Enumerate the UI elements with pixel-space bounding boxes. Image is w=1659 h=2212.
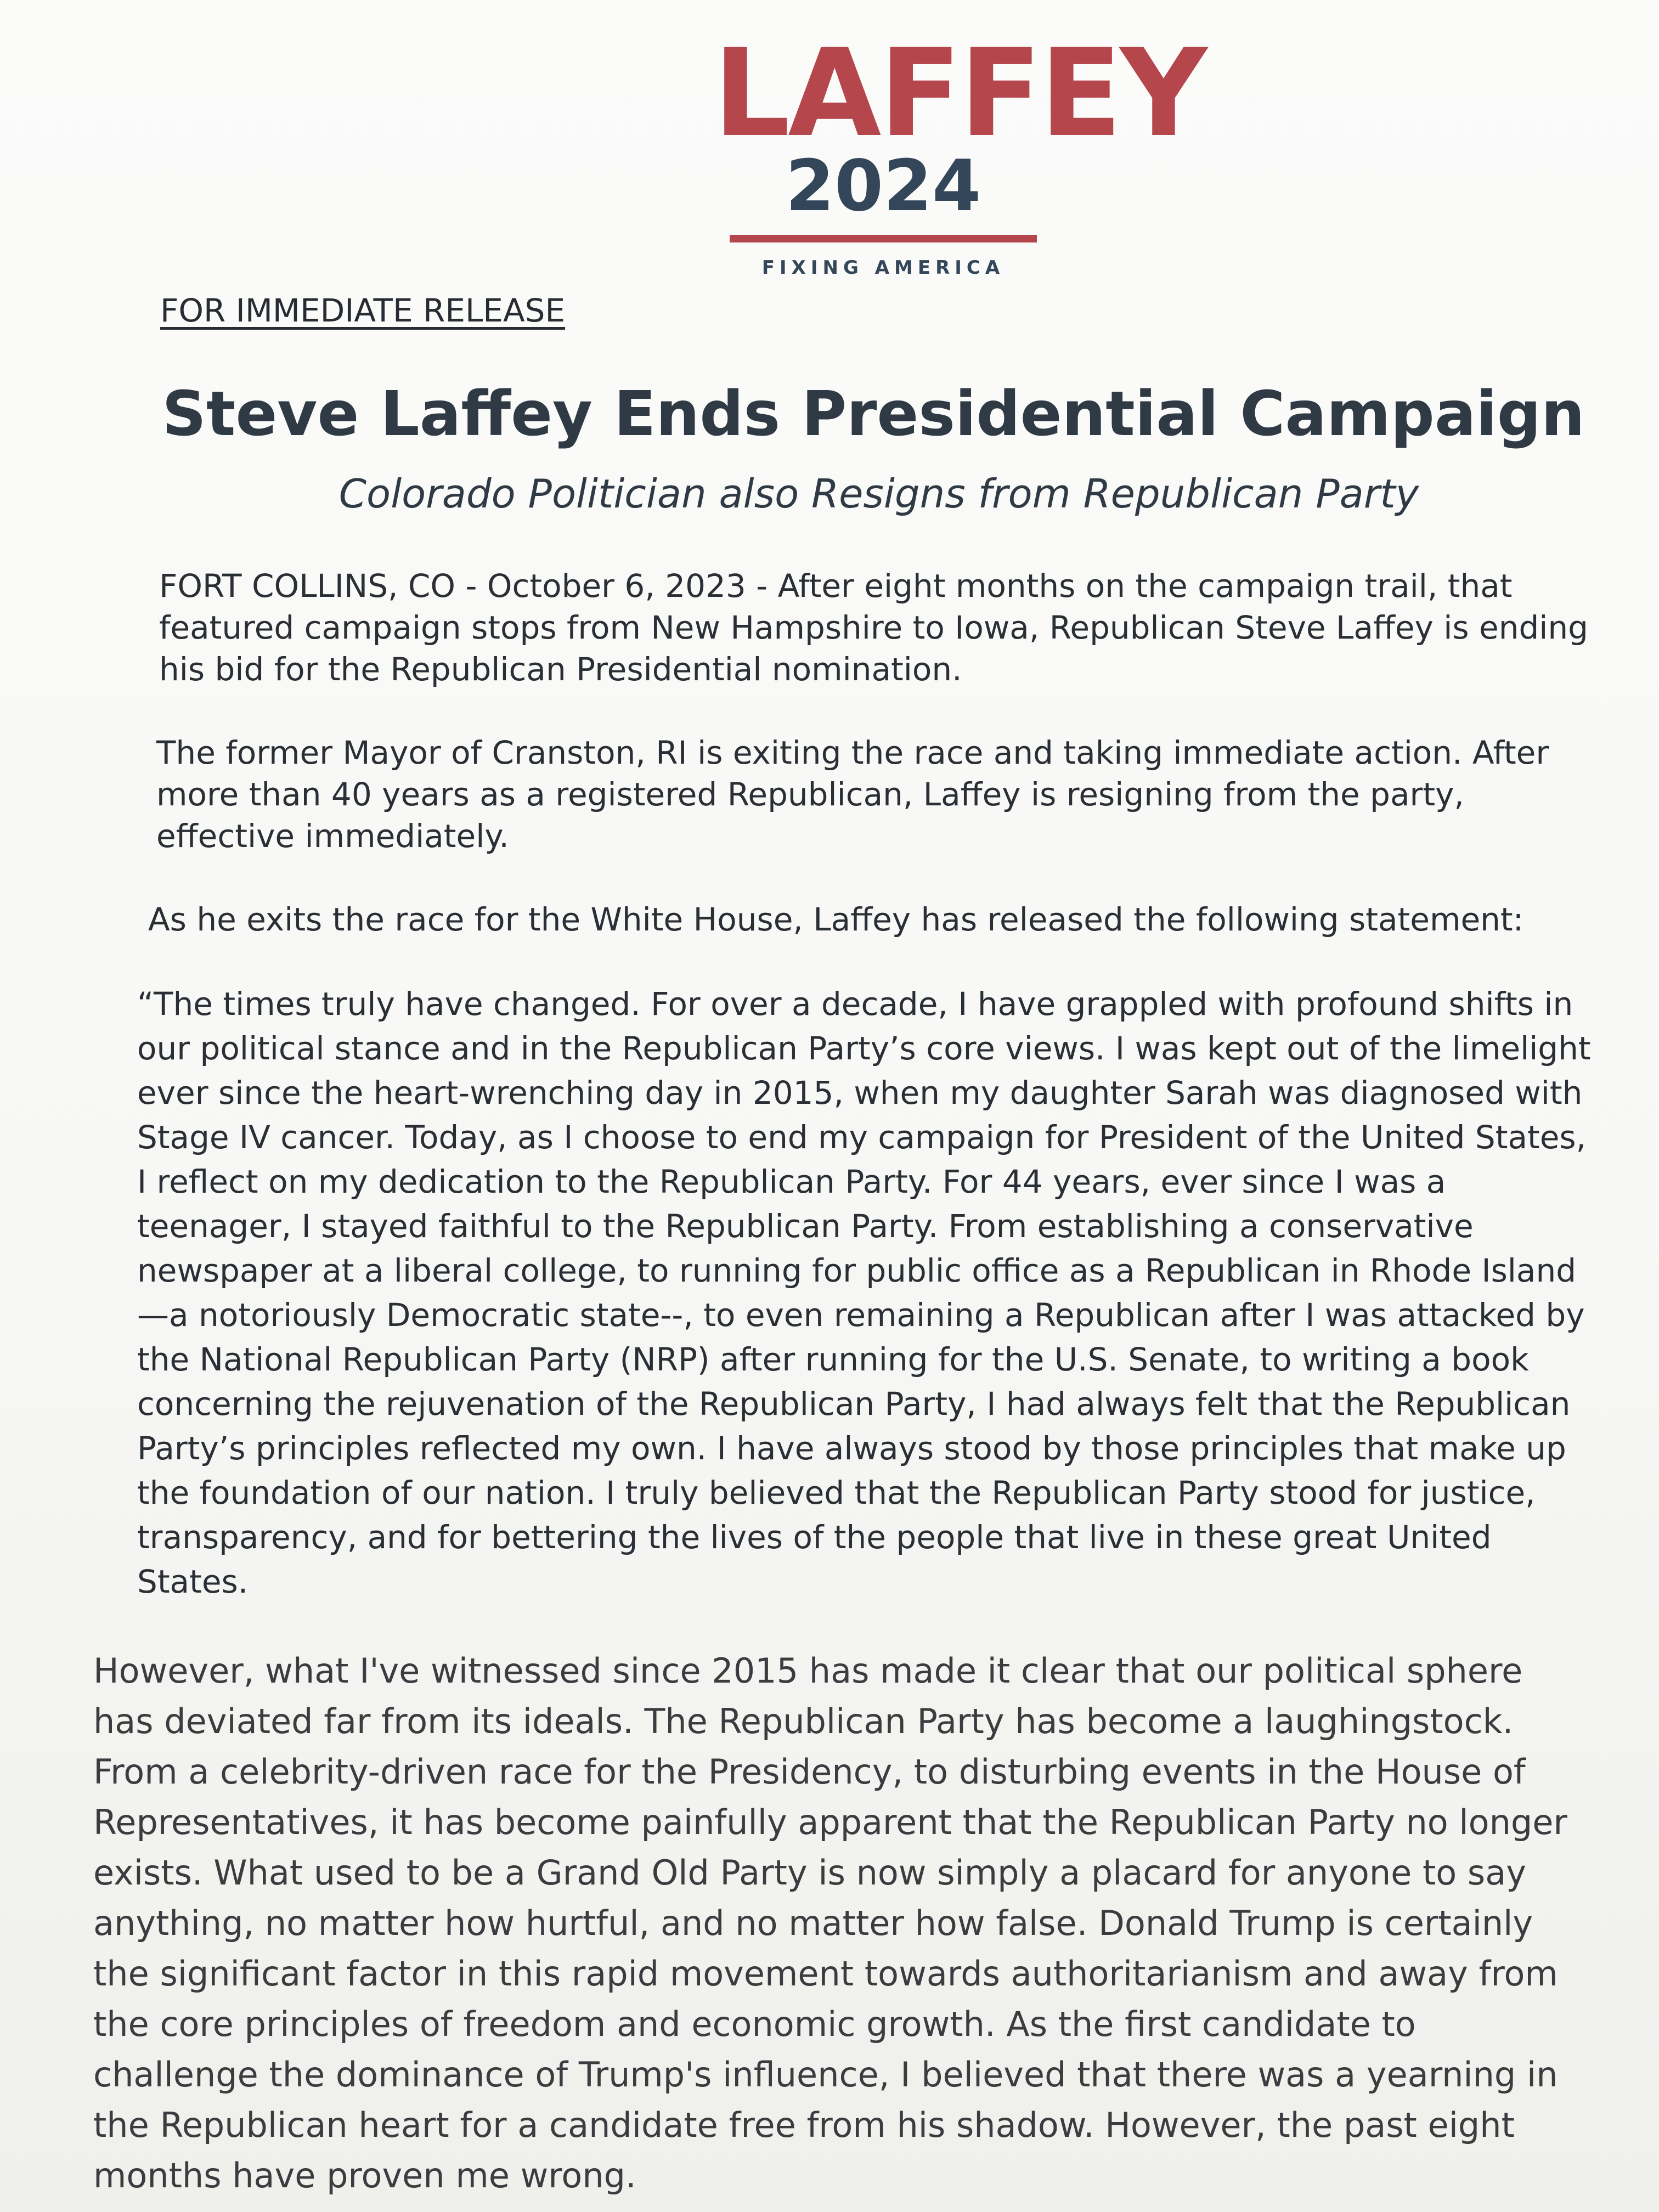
paragraph-statement-quote: “The times truly have changed. For over a decade, I have grappled with profound shifts in our political stance and in the Republican Party’s core views. I was kept out of the limelight ever since the heart-wrenching day in 2015, when my daughter Sarah was diagnosed with Stage IV cancer. Today, as I choose to end my campaign for President of the United States, I reflect on my dedication to the Republican Party. For 44 years, ever since I was a teenager, I stayed faithful to the Republican Party. From establishing a conservative newspaper at a liberal college, to running for public office as a Republican in Rhode Island—a notoriously Democratic state--, to even remaining a Republican after I was attacked by the National Republican Party (NRP) after running for the U.S. Senate, to writing a book concerning the rejuvenation of the Republican Party, I had always felt that the Republican Party’s principles reflected my own. I have always stood by those principles that make up the foundation of our nation. I truly believed that the Republican Party stood for justice, transparency, and for bettering the lives of the people that live in these great United States. xyxy=(137,985,1591,1600)
paragraph-resignation: The former Mayor of Cranston, RI is exiting the race and taking immediate action. After more than 40 years as a registered Republican, Laffey is resigning from the party, effective immediately. xyxy=(156,734,1549,855)
paragraph-statement-intro: As he exits the race for the White House, Laffey has released the following statement: xyxy=(148,901,1524,938)
logo-divider xyxy=(730,235,1037,242)
paragraph-statement-continued: However, what I've witnessed since 2015 has made it clear that our political sphere has deviated far from its ideals. The Republican Party has become a laughingstock. From a celebrity-driven race for the Presidency, to disturbing events in the House of Representatives, it has become painfully apparent that the Republican Party no longer exists. What used to be a Grand Old Party is now simply a placard for anyone to say anything, no matter how hurtful, and no matter how false. Donald Trump is certainly the significant factor in this rapid movement towards authoritarianism and away from the core principles of freedom and economic growth. As the first candidate to challenge the dominance of Trump's influence, I believed that there was a yearning in the Republican heart for a candidate free from his shadow. However, the past eight months have proven me wrong. xyxy=(93,1651,1567,2196)
paragraph-dateline: FORT COLLINS, CO - October 6, 2023 - After eight months on the campaign trail, that featured campaign stops from New Hampshire to Iowa, Republican Steve Laffey is ending his bid for the Republican Presidential nomination. xyxy=(159,567,1588,688)
campaign-logo xyxy=(713,23,1205,279)
logo-tagline: FIXING AMERICA xyxy=(761,257,1005,279)
logo-name: LAFFEY xyxy=(713,23,1205,163)
subheadline: Colorado Politician also Resigns from Republican Party xyxy=(338,471,1419,517)
logo-year: 2024 xyxy=(785,145,981,227)
headline: Steve Laffey Ends Presidential Campaign xyxy=(162,379,1585,450)
release-body xyxy=(60,565,1591,2212)
release-label: FOR IMMEDIATE RELEASE xyxy=(160,292,566,329)
